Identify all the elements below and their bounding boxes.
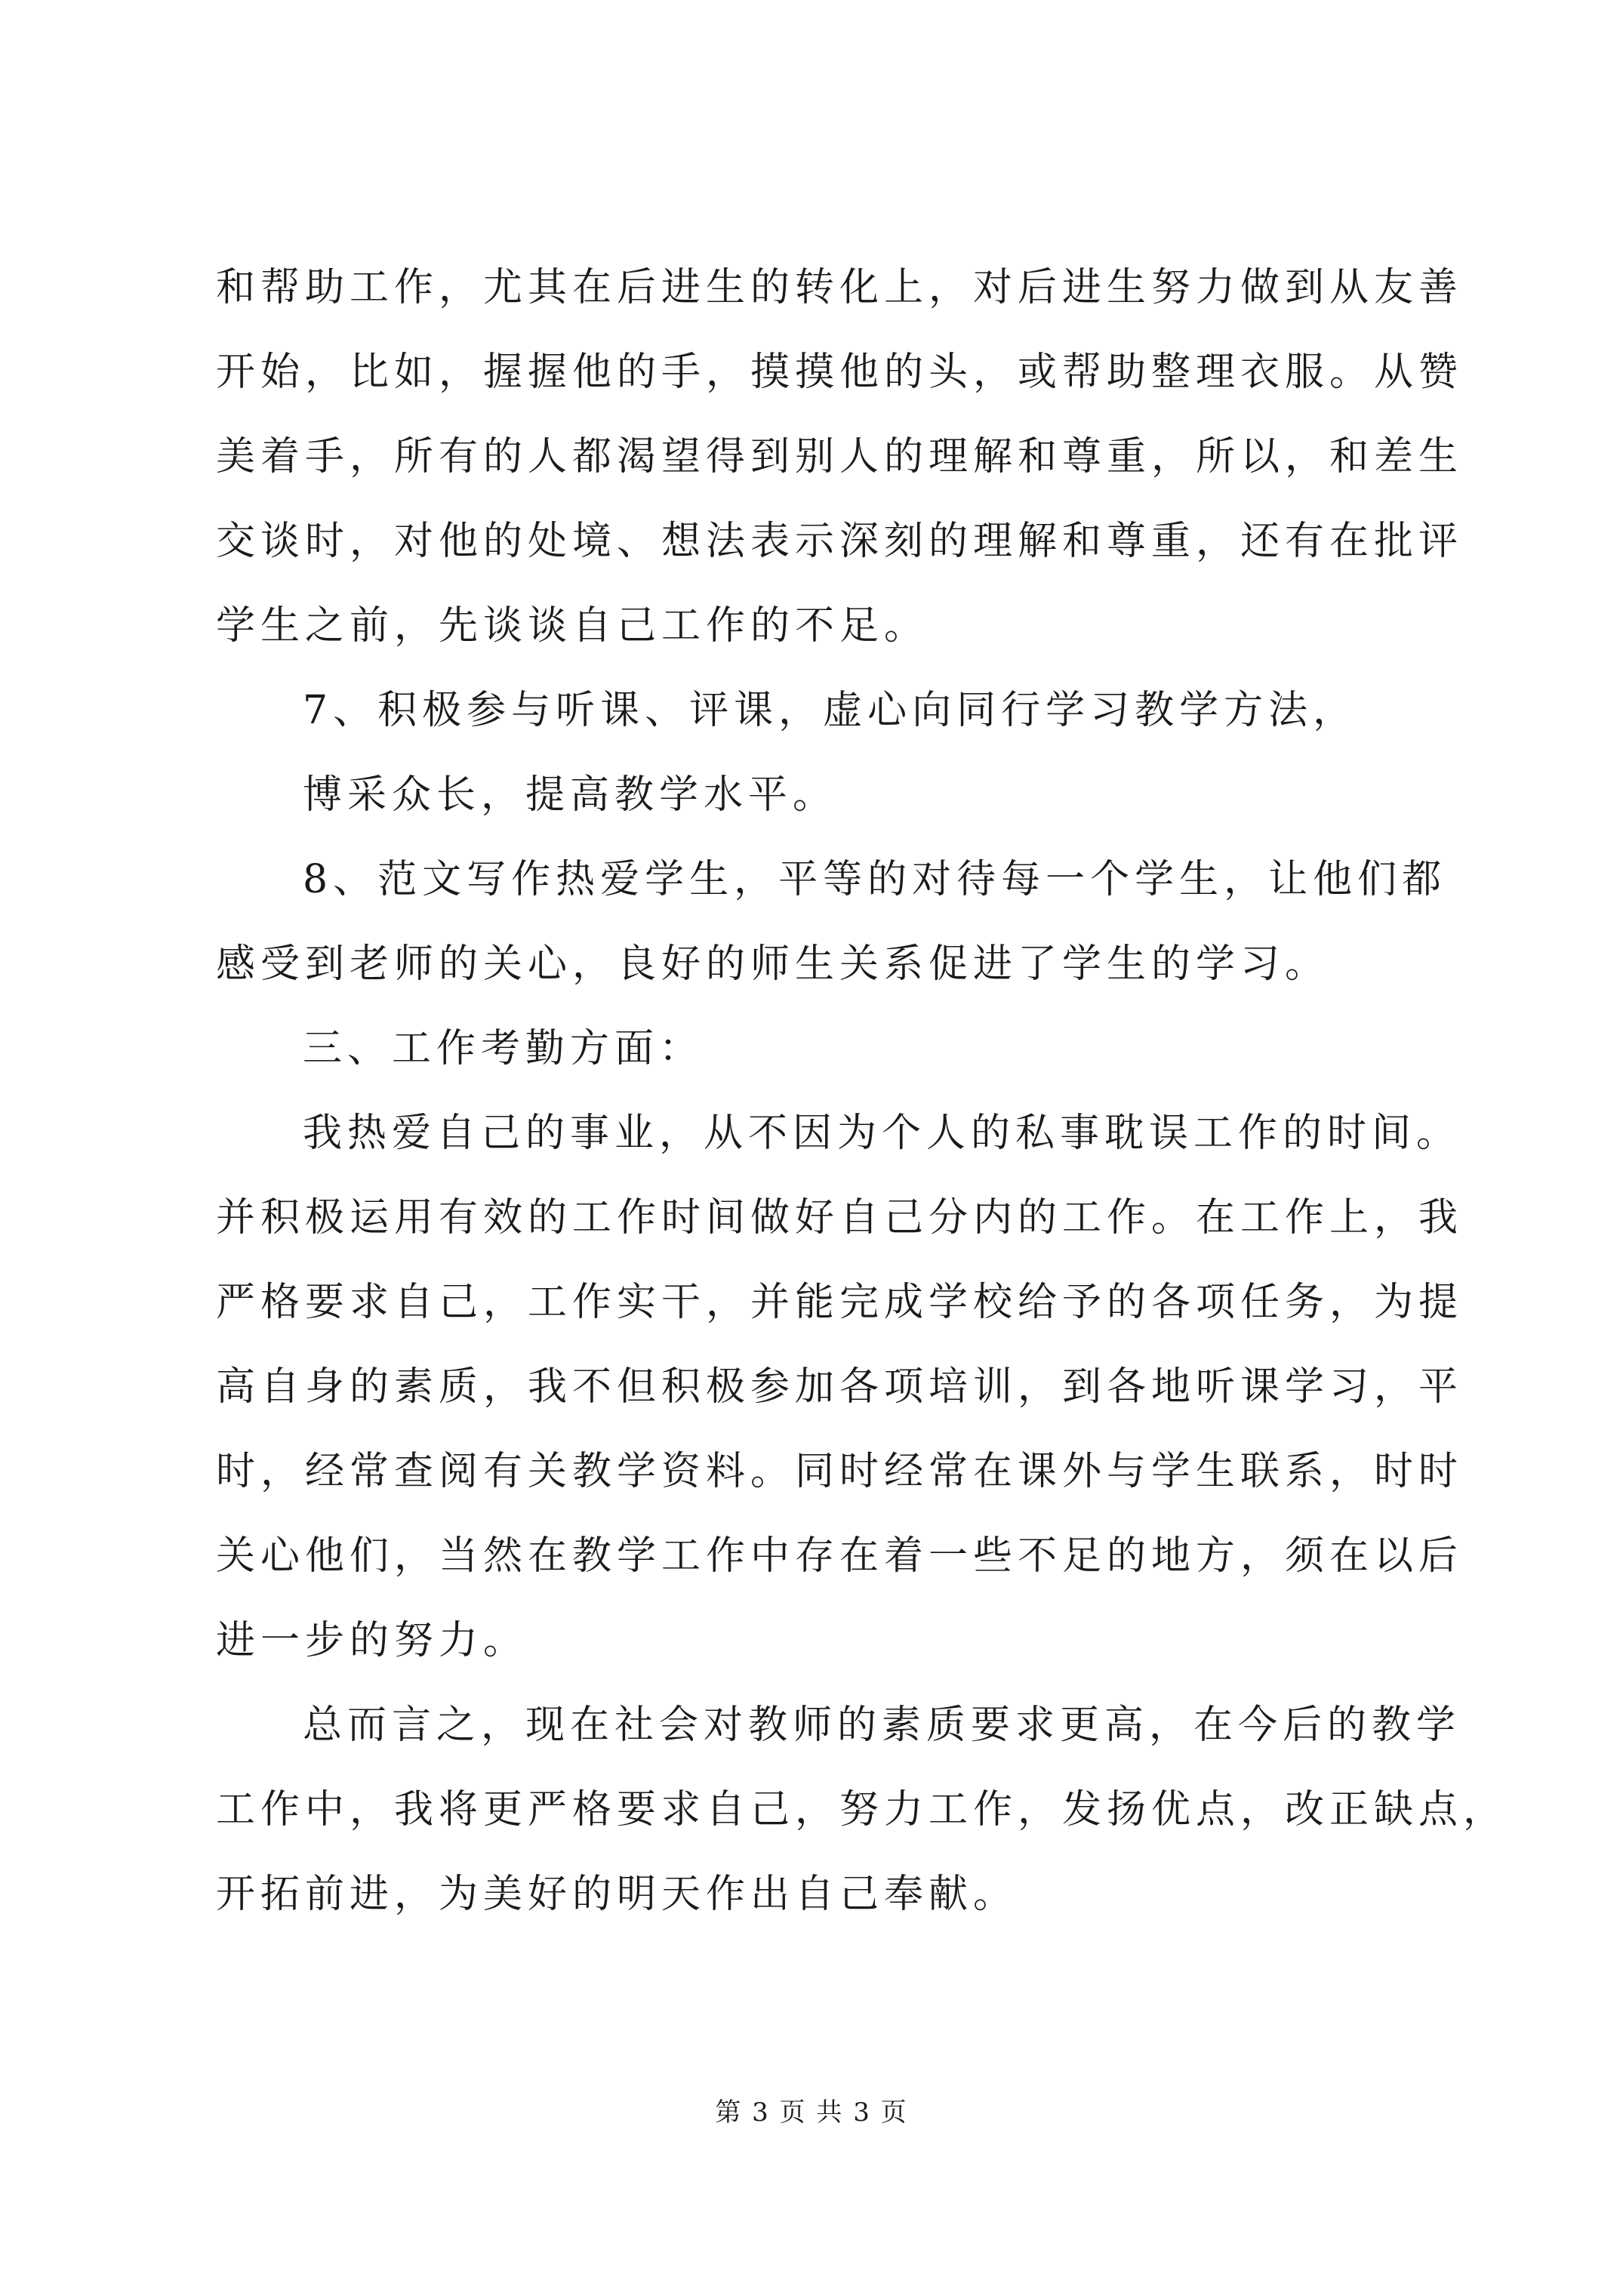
text-line: 关心他们，当然在教学工作中存在着一些不足的地方，须在以后 — [216, 1533, 1464, 1579]
text-line: 感受到老师的关心，良好的师生关系促进了学生的学习。 — [216, 942, 1330, 987]
list-item-8: 8、范文写作热爱学生，平等的对待每一个学生，让他们都 — [303, 857, 1447, 902]
paragraph-start: 我热爱自己的事业，从不因为个人的私事耽误工作的时间。 — [303, 1111, 1461, 1156]
text-line: 严格要求自己，工作实干，并能完成学校给予的各项任务，为提 — [216, 1280, 1464, 1325]
text-line: 和帮助工作，尤其在后进生的转化上，对后进生努力做到从友善 — [216, 265, 1464, 310]
text-line: 学生之前，先谈谈自己工作的不足。 — [216, 603, 929, 649]
list-item-7: 7、积极参与听课、评课，虚心向同行学习教学方法， — [303, 688, 1358, 733]
paragraph-start: 总而言之，现在社会对教师的素质要求更高，在今后的教学 — [303, 1703, 1461, 1748]
text-line: 开始，比如，握握他的手，摸摸他的头，或帮助整理衣服。从赞 — [216, 350, 1464, 395]
text-line: 进一步的努力。 — [216, 1618, 528, 1663]
text-line: 工作中，我将更严格要求自己，努力工作，发扬优点，改正缺点， — [216, 1787, 1508, 1832]
text-line: 开拓前进，为美好的明天作出自己奉献。 — [216, 1872, 1018, 1917]
text-line: 博采众长，提高教学水平。 — [303, 772, 838, 818]
text-line: 时，经常查阅有关教学资料。同时经常在课外与学生联系，时时 — [216, 1449, 1464, 1494]
text-line: 美着手，所有的人都渴望得到别人的理解和尊重，所以，和差生 — [216, 434, 1464, 479]
text-line: 交谈时，对他的处境、想法表示深刻的理解和尊重，还有在批评 — [216, 519, 1464, 564]
page-number-footer: 第 3 页 共 3 页 — [715, 2097, 908, 2128]
text-line: 并积极运用有效的工作时间做好自己分内的工作。在工作上，我 — [216, 1195, 1464, 1240]
section-heading: 三、工作考勤方面： — [303, 1026, 704, 1071]
text-line: 高自身的素质，我不但积极参加各项培训，到各地听课学习，平 — [216, 1364, 1464, 1410]
